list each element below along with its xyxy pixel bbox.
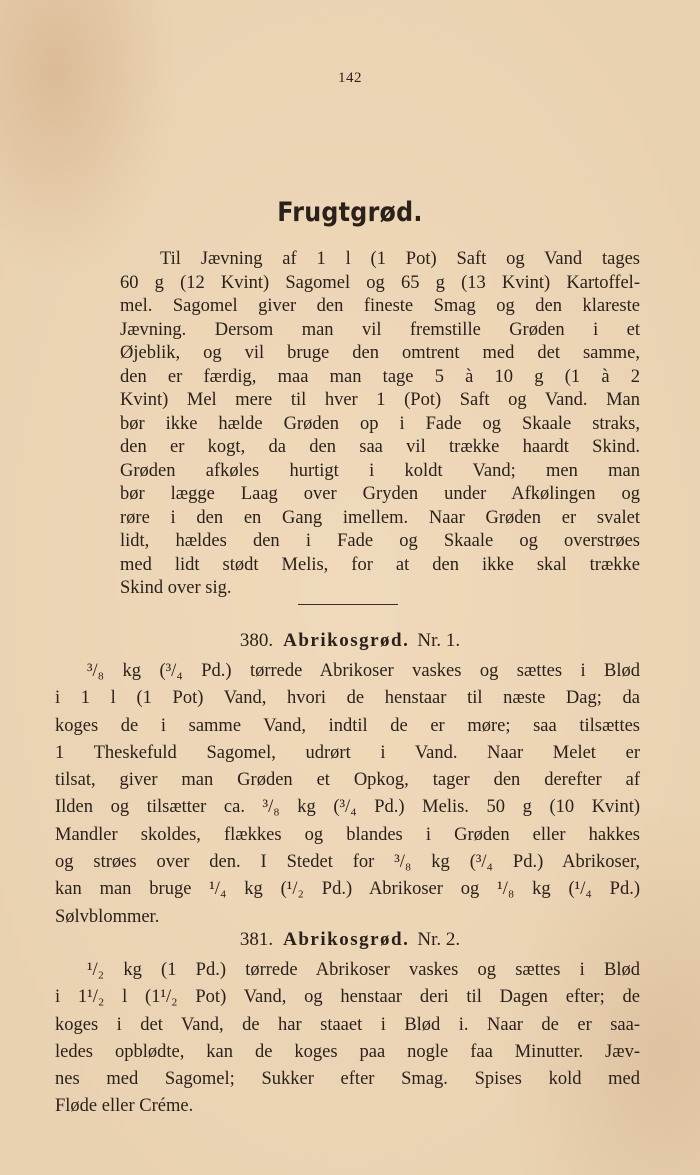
text-line: nes med Sagomel; Sukker efter Smag. Spises kold med	[55, 1069, 640, 1090]
text-line: Grøden afkøles hurtigt i koldt Vand; men man	[120, 460, 640, 481]
text-line: ¹/₂ kg (1 Pd.) tørrede Abrikoser vaskes og sættes i Blød	[87, 960, 640, 980]
text-line: kan man bruge ¹/₄ kg (¹/₂ Pd.) Abrikoser og ¹/₈ kg (¹/₄ Pd.)	[55, 879, 640, 900]
recipe-variant: Nr. 1.	[417, 630, 461, 651]
recipe-body	[55, 957, 640, 1121]
text-line: Til Jævning af 1 l (1 Pot) Saft og Vand tages	[160, 249, 640, 269]
text-line: Jævning. Dersom man vil fremstille Grøden i et	[120, 319, 640, 340]
intro-paragraph	[120, 248, 640, 601]
text-line: i 1¹/₂ l (1¹/₂ Pot) Vand, og henstaar deri til Dagen efter; de	[55, 987, 640, 1008]
text-line: den er færdig, maa man tage 5 à 10 g (1 à 2	[120, 366, 640, 387]
text-line: tilsat, giver man Grøden et Opkog, tager den derefter af	[55, 770, 640, 791]
text-line: 60 g (12 Kvint) Sagomel og 65 g (13 Kvint) Kartoffel-	[120, 272, 640, 293]
text-line: ³/₈ kg (³/₄ Pd.) tørrede Abrikoser vaskes og sættes i Blød	[87, 661, 640, 681]
text-line: bør ikke hælde Grøden op i Fade og Skaale straks,	[120, 413, 640, 434]
recipe-heading	[0, 630, 700, 652]
text-line: bør lægge Laag over Gryden under Afkølingen og	[120, 484, 640, 504]
text-line: Mandler skoldes, flækkes og blandes i Grøden eller hakkes	[55, 824, 640, 845]
text-line: ledes opblødte, kan de koges paa nogle faa Minutter. Jæv-	[55, 1041, 640, 1062]
text-line: Ilden og tilsætter ca. ³/₈ kg (³/₄ Pd.) Melis. 50 g (10 Kvint)	[55, 797, 640, 818]
text-line: Kvint) Mel mere til hver 1 (Pot) Saft og Vand. Man	[120, 390, 640, 410]
text-line: Sølvblommer.	[55, 906, 160, 927]
text-line: mel. Sagomel giver den fineste Smag og den klareste	[120, 296, 640, 316]
text-line: koges i det Vand, de har staaet i Blød i. Naar de er saa-	[55, 1014, 640, 1035]
recipe-variant: Nr. 2.	[417, 929, 461, 950]
text-line: Øjeblik, og vil bruge den omtrent med det samme,	[120, 343, 640, 363]
text-line: koges de i samme Vand, indtil de er møre; saa tilsættes	[55, 715, 640, 736]
text-line: Fløde eller Créme.	[55, 1096, 194, 1117]
recipe-heading	[0, 929, 700, 951]
recipe-number: 380.	[239, 630, 274, 651]
text-line: den er kogt, da den saa vil trække haardt Skind.	[120, 437, 640, 457]
recipe-name: Abrikosgrød.	[283, 630, 410, 651]
section-divider	[298, 604, 398, 605]
page-number: 142	[338, 70, 362, 86]
text-line: Skind over sig.	[120, 578, 232, 598]
text-line: røre i den en Gang imellem. Naar Grøden er svalet	[120, 507, 640, 528]
recipe-name: Abrikosgrød.	[283, 929, 410, 950]
text-line: i 1 l (1 Pot) Vand, hvori de henstaar til næste Dag; da	[55, 688, 640, 709]
recipe-body	[55, 658, 640, 931]
text-line: og strøes over den. I Stedet for ³/₈ kg (³/₄ Pd.) Abrikoser,	[55, 852, 640, 873]
text-line: med lidt stødt Melis, for at den ikke skal trække	[120, 554, 640, 575]
section-title: Frugtgrød.	[277, 197, 423, 228]
recipe-number: 381.	[239, 929, 274, 950]
text-line: 1 Theskefuld Sagomel, udrørt i Vand. Naar Melet er	[55, 742, 640, 763]
text-line: lidt, hældes den i Fade og Skaale og overstrøes	[120, 531, 640, 551]
